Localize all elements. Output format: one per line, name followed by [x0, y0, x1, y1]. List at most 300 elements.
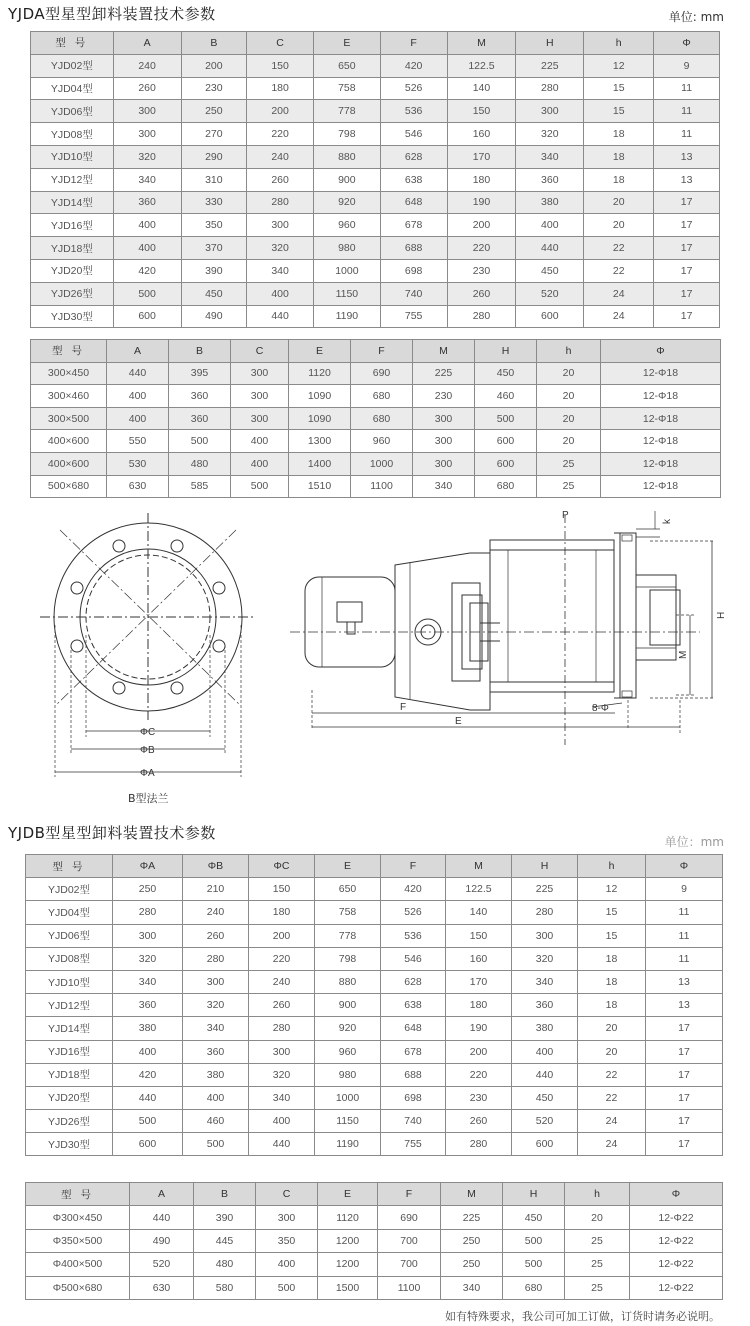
column-header: Φ: [654, 32, 720, 55]
table-cell: 400: [231, 452, 289, 475]
table-cell: 880: [315, 970, 381, 993]
table-cell: 400: [231, 430, 289, 453]
table-row: [26, 1253, 723, 1276]
table-cell: YJD20型: [31, 259, 114, 282]
table-cell: 25: [537, 475, 601, 498]
table-cell: 17: [654, 282, 720, 305]
table-cell: 546: [381, 947, 446, 970]
table-cell: 650: [315, 878, 381, 901]
table-cell: YJD08型: [26, 947, 113, 970]
table-cell: 340: [516, 145, 584, 168]
table-cell: YJD10型: [31, 145, 114, 168]
table-cell: YJD16型: [31, 214, 114, 237]
section-a-title: YJDA型星型卸料装置技术参数: [8, 5, 216, 23]
table-row: [31, 259, 720, 282]
table-cell: 320: [113, 145, 181, 168]
table-cell: 1100: [351, 475, 413, 498]
label-m: M: [678, 650, 689, 659]
table-row: [26, 1229, 723, 1252]
table-cell: 798: [315, 947, 381, 970]
table-cell: 600: [512, 1133, 578, 1156]
table-cell: 17: [646, 1040, 723, 1063]
table-cell: YJD18型: [31, 237, 114, 260]
table-cell: 260: [447, 282, 516, 305]
column-header: Φ: [646, 855, 723, 878]
table-cell: 920: [313, 191, 380, 214]
table-cell: 280: [447, 305, 516, 328]
table-cell: 300: [231, 362, 289, 385]
label-k: k: [662, 519, 673, 524]
table-cell: 900: [313, 168, 380, 191]
column-header: E: [289, 340, 351, 363]
table-cell: 600: [516, 305, 584, 328]
table-cell: 9: [646, 878, 723, 901]
table-header-row: [26, 855, 723, 878]
table-cell: 340: [113, 970, 183, 993]
table-cell: 250: [441, 1253, 503, 1276]
table-cell: YJD06型: [26, 924, 113, 947]
column-header: h: [584, 32, 654, 55]
table-cell: 360: [516, 168, 584, 191]
table-cell: 698: [380, 259, 447, 282]
table-cell: 630: [107, 475, 169, 498]
table-cell: 500×680: [31, 475, 107, 498]
table-cell: 546: [380, 123, 447, 146]
column-header: ΦA: [113, 855, 183, 878]
table-cell: YJD12型: [26, 994, 113, 1017]
table-cell: 740: [380, 282, 447, 305]
table-cell: 500: [231, 475, 289, 498]
table-cell: 400: [183, 1086, 249, 1109]
table-cell: 380: [516, 191, 584, 214]
column-header: M: [446, 855, 512, 878]
table-cell: 580: [194, 1276, 256, 1299]
table-cell: 380: [512, 1017, 578, 1040]
table-cell: 22: [578, 1063, 646, 1086]
table-cell: 1150: [315, 1110, 381, 1133]
table-cell: 650: [313, 54, 380, 77]
table-row: [31, 452, 721, 475]
table-cell: 13: [646, 994, 723, 1017]
column-header: H: [475, 340, 537, 363]
table-cell: 15: [578, 924, 646, 947]
table-cell: 230: [181, 77, 247, 100]
table-cell: YJD10型: [26, 970, 113, 993]
table-cell: 122.5: [447, 54, 516, 77]
table-cell: 530: [107, 452, 169, 475]
column-header: B: [169, 340, 231, 363]
table-cell: 310: [181, 168, 247, 191]
table-cell: 500: [113, 282, 181, 305]
table-cell: 15: [584, 77, 654, 100]
section-a-unit: 单位: mm: [668, 10, 724, 24]
table-cell: 450: [181, 282, 247, 305]
footnote: 如有特殊要求，我公司可加工订做，订货时请务必说明。: [445, 1310, 720, 1323]
table-cell: 1000: [315, 1086, 381, 1109]
table-cell: 400×600: [31, 430, 107, 453]
table-row: [31, 100, 720, 123]
table-header-row: [26, 1183, 723, 1206]
table-cell: 400: [113, 237, 181, 260]
table-cell: 12-Φ22: [630, 1253, 723, 1276]
column-header: ΦB: [183, 855, 249, 878]
table-cell: 450: [516, 259, 584, 282]
table-cell: 190: [446, 1017, 512, 1040]
column-header: H: [512, 855, 578, 878]
table-cell: 240: [183, 901, 249, 924]
table-cell: 390: [194, 1206, 256, 1229]
table-cell: 690: [378, 1206, 441, 1229]
column-header: F: [378, 1183, 441, 1206]
table-cell: 300: [249, 1040, 315, 1063]
table-cell: 300: [512, 924, 578, 947]
label-phi-b: ΦB: [140, 745, 155, 756]
table-cell: 340: [113, 168, 181, 191]
column-header: C: [256, 1183, 318, 1206]
table-cell: 700: [378, 1229, 441, 1252]
table-cell: YJD16型: [26, 1040, 113, 1063]
table-row: [31, 362, 721, 385]
column-header: F: [381, 855, 446, 878]
table-cell: 960: [351, 430, 413, 453]
table-cell: 11: [654, 100, 720, 123]
table-cell: 330: [181, 191, 247, 214]
column-header: B: [194, 1183, 256, 1206]
table-cell: 280: [249, 1017, 315, 1040]
table-cell: 395: [169, 362, 231, 385]
table-cell: 340: [247, 259, 314, 282]
flange-caption: B型法兰: [128, 792, 169, 805]
table-cell: 1200: [318, 1253, 378, 1276]
table-cell: 20: [578, 1017, 646, 1040]
table-cell: 400: [107, 385, 169, 408]
table-cell: 18: [584, 145, 654, 168]
table-cell: 450: [475, 362, 537, 385]
table-cell: 600: [475, 452, 537, 475]
table-cell: 1400: [289, 452, 351, 475]
table-row: [31, 385, 721, 408]
table-cell: 440: [113, 1086, 183, 1109]
table-cell: 300: [256, 1206, 318, 1229]
table-cell: 680: [503, 1276, 565, 1299]
table-cell: 18: [578, 994, 646, 1017]
table-cell: 526: [380, 77, 447, 100]
table-cell: 778: [313, 100, 380, 123]
table-cell: 360: [512, 994, 578, 1017]
table-cell: 680: [351, 407, 413, 430]
table-row: [31, 77, 720, 100]
table-cell: 300: [413, 407, 475, 430]
table-cell: 920: [315, 1017, 381, 1040]
column-header: h: [565, 1183, 630, 1206]
table-cell: 900: [315, 994, 381, 1017]
table-cell: 260: [113, 77, 181, 100]
table-cell: 17: [654, 191, 720, 214]
table-cell: 500: [183, 1133, 249, 1156]
table-cell: 240: [249, 970, 315, 993]
table-cell: 9: [654, 54, 720, 77]
table-cell: 500: [475, 407, 537, 430]
table-cell: 17: [654, 214, 720, 237]
table-cell: 280: [446, 1133, 512, 1156]
table-cell: 350: [181, 214, 247, 237]
table-cell: 638: [380, 168, 447, 191]
table-cell: 698: [381, 1086, 446, 1109]
table-cell: 17: [654, 237, 720, 260]
table-cell: 170: [447, 145, 516, 168]
table-cell: 11: [654, 77, 720, 100]
side-view: [290, 511, 715, 745]
table-row: [26, 994, 723, 1017]
table-cell: 440: [247, 305, 314, 328]
table-cell: 440: [512, 1063, 578, 1086]
table-cell: YJD08型: [31, 123, 114, 146]
table-cell: 490: [181, 305, 247, 328]
column-header: 型 号: [26, 855, 113, 878]
table-cell: 340: [249, 1086, 315, 1109]
table-cell: 180: [249, 901, 315, 924]
table-cell: 20: [537, 430, 601, 453]
table-cell: 260: [249, 994, 315, 1017]
table-cell: 170: [446, 970, 512, 993]
table-cell: 200: [446, 1040, 512, 1063]
column-header: 型 号: [31, 32, 114, 55]
table-cell: 12-Φ22: [630, 1276, 723, 1299]
column-header: E: [313, 32, 380, 55]
table-cell: 12-Φ22: [630, 1229, 723, 1252]
table-cell: 280: [516, 77, 584, 100]
table-cell: 22: [584, 259, 654, 282]
table-cell: 24: [578, 1133, 646, 1156]
table-cell: 520: [512, 1110, 578, 1133]
table-cell: 1090: [289, 385, 351, 408]
table-cell: 440: [130, 1206, 194, 1229]
table-cell: 150: [249, 878, 315, 901]
table-cell: 17: [646, 1017, 723, 1040]
table-cell: YJD04型: [31, 77, 114, 100]
table-cell: 25: [565, 1276, 630, 1299]
table-cell: 24: [584, 282, 654, 305]
table-cell: 420: [113, 259, 181, 282]
table-cell: 755: [381, 1133, 446, 1156]
label-h: H: [716, 611, 727, 619]
table-cell: 230: [447, 259, 516, 282]
table-cell: 140: [447, 77, 516, 100]
table-cell: YJD26型: [31, 282, 114, 305]
table-cell: 280: [512, 901, 578, 924]
table-cell: 400: [107, 407, 169, 430]
table-row: [31, 145, 720, 168]
table-cell: 150: [247, 54, 314, 77]
table-cell: 480: [194, 1253, 256, 1276]
table-row: [31, 191, 720, 214]
table-cell: YJD02型: [31, 54, 114, 77]
label-phi-a: ΦA: [140, 768, 155, 779]
table-cell: 980: [313, 237, 380, 260]
column-header: A: [113, 32, 181, 55]
column-header: E: [315, 855, 381, 878]
table-cell: 17: [646, 1086, 723, 1109]
table-cell: 300: [413, 452, 475, 475]
column-header: E: [318, 1183, 378, 1206]
table-row: [26, 1110, 723, 1133]
table-cell: 550: [107, 430, 169, 453]
table-cell: 360: [183, 1040, 249, 1063]
table-cell: 25: [565, 1229, 630, 1252]
label-p: P: [562, 510, 569, 521]
table-cell: 17: [646, 1133, 723, 1156]
table-cell: 225: [441, 1206, 503, 1229]
table-cell: 536: [380, 100, 447, 123]
table-cell: 400: [113, 214, 181, 237]
table-cell: 20: [537, 362, 601, 385]
table-cell: 180: [247, 77, 314, 100]
table-cell: YJD04型: [26, 901, 113, 924]
table-cell: 150: [447, 100, 516, 123]
table-cell: 420: [380, 54, 447, 77]
column-header: h: [578, 855, 646, 878]
table-cell: 490: [130, 1229, 194, 1252]
table-cell: 628: [380, 145, 447, 168]
table-cell: YJD30型: [26, 1133, 113, 1156]
table-cell: 230: [446, 1086, 512, 1109]
table-row: [31, 305, 720, 328]
table-cell: 15: [578, 901, 646, 924]
table-cell: 180: [446, 994, 512, 1017]
table-cell: 320: [113, 947, 183, 970]
column-header: H: [503, 1183, 565, 1206]
table-cell: 210: [183, 878, 249, 901]
table-cell: 17: [646, 1063, 723, 1086]
table-cell: 445: [194, 1229, 256, 1252]
table-cell: 150: [446, 924, 512, 947]
table-row: [31, 475, 721, 498]
table-cell: 350: [256, 1229, 318, 1252]
table-row: [26, 878, 723, 901]
table-cell: 1510: [289, 475, 351, 498]
table-cell: 628: [381, 970, 446, 993]
table-cell: Φ350×500: [26, 1229, 130, 1252]
table-cell: 11: [646, 901, 723, 924]
label-f: F: [400, 702, 407, 713]
table-cell: 300×460: [31, 385, 107, 408]
table-cell: 220: [247, 123, 314, 146]
table-cell: 15: [584, 100, 654, 123]
table-cell: 12-Φ18: [601, 362, 721, 385]
table-cell: 1120: [289, 362, 351, 385]
table-cell: 1000: [351, 452, 413, 475]
table-cell: 20: [565, 1206, 630, 1229]
table-row: [31, 214, 720, 237]
table-cell: 400: [256, 1253, 318, 1276]
table-cell: 225: [516, 54, 584, 77]
table-cell: 12-Φ22: [630, 1206, 723, 1229]
table-cell: 250: [441, 1229, 503, 1252]
table-cell: 200: [181, 54, 247, 77]
table-cell: 300: [231, 385, 289, 408]
table-cell: 300: [413, 430, 475, 453]
spec-table-b2: [25, 1182, 723, 1300]
spec-table-b: [25, 854, 723, 1156]
table-row: [31, 123, 720, 146]
table-row: [26, 947, 723, 970]
table-cell: 320: [183, 994, 249, 1017]
table-cell: 450: [503, 1206, 565, 1229]
table-cell: 420: [113, 1063, 183, 1086]
column-header: A: [107, 340, 169, 363]
table-cell: YJD14型: [31, 191, 114, 214]
table-cell: 360: [169, 407, 231, 430]
table-cell: 690: [351, 362, 413, 385]
table-cell: 22: [584, 237, 654, 260]
table-cell: YJD18型: [26, 1063, 113, 1086]
technical-drawing: [0, 505, 750, 815]
column-header: C: [231, 340, 289, 363]
label-phi-c: ΦC: [140, 727, 156, 738]
column-header: H: [516, 32, 584, 55]
table-cell: 1200: [318, 1229, 378, 1252]
table-cell: 340: [441, 1276, 503, 1299]
table-cell: 1300: [289, 430, 351, 453]
table-cell: 630: [130, 1276, 194, 1299]
table-cell: 18: [578, 947, 646, 970]
table-cell: Φ500×680: [26, 1276, 130, 1299]
table-row: [26, 901, 723, 924]
table-cell: 460: [475, 385, 537, 408]
table-cell: YJD12型: [31, 168, 114, 191]
table-cell: 260: [183, 924, 249, 947]
table-cell: 320: [247, 237, 314, 260]
table-cell: 320: [249, 1063, 315, 1086]
table-row: [26, 1086, 723, 1109]
table-cell: 380: [183, 1063, 249, 1086]
table-cell: 758: [313, 77, 380, 100]
table-cell: 20: [537, 407, 601, 430]
table-cell: 778: [315, 924, 381, 947]
table-cell: 220: [447, 237, 516, 260]
column-header: Φ: [601, 340, 721, 363]
table-cell: 798: [313, 123, 380, 146]
table-cell: 13: [646, 970, 723, 993]
table-cell: 230: [413, 385, 475, 408]
table-cell: 440: [107, 362, 169, 385]
table-cell: 600: [475, 430, 537, 453]
table-cell: 320: [512, 947, 578, 970]
table-cell: 140: [446, 901, 512, 924]
table-cell: YJD30型: [31, 305, 114, 328]
table-cell: 400: [113, 1040, 183, 1063]
table-cell: 22: [578, 1086, 646, 1109]
table-row: [26, 1040, 723, 1063]
table-cell: YJD02型: [26, 878, 113, 901]
table-row: [31, 407, 721, 430]
table-cell: 300×450: [31, 362, 107, 385]
table-cell: 480: [169, 452, 231, 475]
column-header: A: [130, 1183, 194, 1206]
table-cell: 20: [578, 1040, 646, 1063]
table-cell: 240: [113, 54, 181, 77]
table-cell: 300: [247, 214, 314, 237]
table-cell: 420: [381, 878, 446, 901]
table-cell: 260: [247, 168, 314, 191]
table-cell: 12: [578, 878, 646, 901]
table-cell: 280: [183, 947, 249, 970]
table-cell: 12: [584, 54, 654, 77]
table-cell: 280: [247, 191, 314, 214]
table-cell: 500: [169, 430, 231, 453]
column-header: F: [351, 340, 413, 363]
table-cell: 360: [113, 994, 183, 1017]
